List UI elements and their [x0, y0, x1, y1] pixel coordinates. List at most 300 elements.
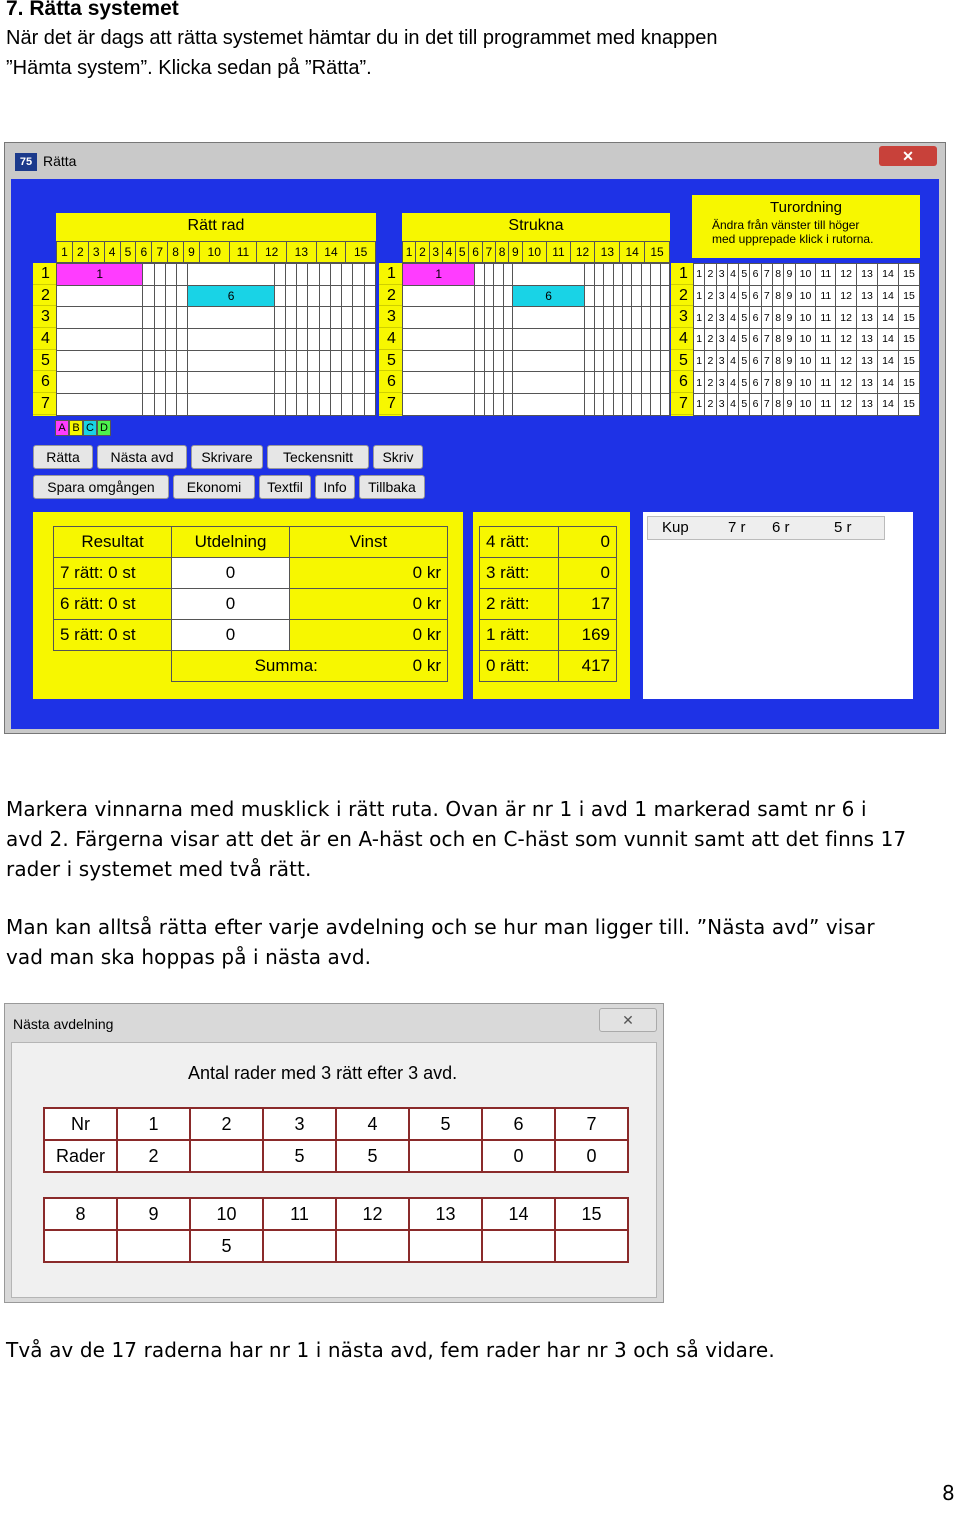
grid-cell[interactable] [143, 329, 154, 351]
grid-cell[interactable] [297, 394, 308, 416]
grid-cell[interactable] [177, 285, 188, 307]
grid-cell[interactable] [297, 285, 308, 307]
grid-cell[interactable] [475, 264, 484, 286]
grid-cell[interactable] [154, 350, 165, 372]
grid-cell[interactable] [651, 350, 660, 372]
grid-cell[interactable]: 9 [784, 350, 795, 372]
grid-cell[interactable]: 2 [705, 372, 716, 394]
grid-cell[interactable] [594, 394, 603, 416]
grid-cell[interactable] [165, 285, 176, 307]
grid-cell[interactable]: 4 [727, 350, 738, 372]
grid-cell[interactable] [475, 350, 484, 372]
grid-cell[interactable] [353, 264, 364, 286]
grid-cell[interactable] [297, 329, 308, 351]
grid-cell[interactable] [475, 285, 484, 307]
grid-cell[interactable] [319, 372, 330, 394]
grid-cell[interactable]: 12 [836, 350, 857, 372]
button-ekonomi[interactable]: Ekonomi [173, 475, 255, 499]
grid-cell[interactable] [604, 350, 613, 372]
grid-cell[interactable]: 6 [750, 350, 761, 372]
grid-cell[interactable]: 13 [857, 264, 878, 286]
grid-cell[interactable] [154, 329, 165, 351]
grid-cell[interactable] [330, 264, 341, 286]
grid-cell[interactable]: 9 [784, 394, 795, 416]
grid-cell[interactable] [165, 350, 176, 372]
grid-cell[interactable]: 15 [898, 394, 919, 416]
grid-cell[interactable] [651, 307, 660, 329]
grid-cell[interactable] [632, 329, 641, 351]
grid-cell[interactable] [494, 394, 503, 416]
grid-cell[interactable] [353, 329, 364, 351]
grid-cell[interactable] [353, 350, 364, 372]
grid-cell[interactable] [364, 285, 375, 307]
grid-cell[interactable]: 15 [898, 264, 919, 286]
grid-cell[interactable]: 3 [716, 285, 727, 307]
grid-cell[interactable] [641, 307, 650, 329]
grid-cell[interactable] [641, 264, 650, 286]
grid-cell[interactable] [403, 285, 475, 307]
grid-cell[interactable]: 12 [836, 394, 857, 416]
button-skriv[interactable]: Skriv [373, 445, 423, 469]
grid-cell[interactable]: 13 [857, 307, 878, 329]
grid-cell[interactable]: 14 [877, 285, 898, 307]
grid-cell[interactable] [660, 350, 669, 372]
grid-cell[interactable] [651, 372, 660, 394]
grid-cell[interactable] [154, 264, 165, 286]
grid-cell[interactable]: 3 [716, 307, 727, 329]
grid-cell[interactable] [613, 372, 622, 394]
grid-cell[interactable] [342, 350, 353, 372]
grid-cell[interactable] [585, 264, 594, 286]
grid-cell[interactable]: 4 [727, 285, 738, 307]
grid-cell[interactable]: 1 [694, 350, 705, 372]
grid-cell[interactable]: 14 [877, 372, 898, 394]
grid-cell[interactable]: 6 [750, 264, 761, 286]
grid-cell[interactable] [143, 307, 154, 329]
grid-cell[interactable]: 12 [836, 264, 857, 286]
grid-cell[interactable]: 4 [727, 329, 738, 351]
grid-cell[interactable] [651, 285, 660, 307]
grid-cell[interactable] [143, 264, 154, 286]
grid-cell[interactable]: 2 [705, 264, 716, 286]
grid-cell[interactable] [353, 285, 364, 307]
grid-cell[interactable] [177, 372, 188, 394]
grid-cell[interactable] [177, 350, 188, 372]
grid-cell[interactable]: 8 [772, 264, 783, 286]
grid-cell[interactable] [330, 372, 341, 394]
grid-cell[interactable]: 15 [898, 307, 919, 329]
grid-cell[interactable] [622, 329, 631, 351]
grid-cell[interactable] [594, 372, 603, 394]
grid-cell[interactable] [353, 394, 364, 416]
grid-cell[interactable] [57, 307, 143, 329]
grid-cell[interactable]: 13 [857, 394, 878, 416]
grid-cell[interactable] [403, 329, 475, 351]
grid-cell[interactable]: 6 [750, 394, 761, 416]
grid-cell[interactable]: 8 [772, 329, 783, 351]
grid-cell[interactable] [585, 394, 594, 416]
grid-cell[interactable]: 1 [694, 329, 705, 351]
grid-cell[interactable] [484, 285, 493, 307]
grid-cell[interactable] [353, 372, 364, 394]
grid-cell[interactable]: 13 [857, 285, 878, 307]
grid-cell[interactable]: 11 [816, 264, 836, 286]
grid-cell[interactable] [494, 350, 503, 372]
grid-cell[interactable] [154, 372, 165, 394]
grid-cell[interactable] [594, 329, 603, 351]
grid-cell[interactable] [274, 350, 285, 372]
marked-cell[interactable] [512, 285, 584, 307]
grid-cell[interactable] [484, 307, 493, 329]
grid-cell[interactable]: 1 [694, 264, 705, 286]
grid-cell[interactable]: 5 [739, 307, 750, 329]
grid-cell[interactable] [604, 264, 613, 286]
grid-cell[interactable]: 4 [727, 307, 738, 329]
grid-cell[interactable] [503, 285, 512, 307]
grid-cell[interactable] [651, 394, 660, 416]
grid-cell[interactable] [143, 372, 154, 394]
grid-cell[interactable]: 1 [694, 394, 705, 416]
grid-cell[interactable]: 9 [784, 307, 795, 329]
grid-cell[interactable] [286, 372, 297, 394]
grid-cell[interactable]: 2 [705, 285, 716, 307]
grid-cell[interactable] [651, 264, 660, 286]
grid-cell[interactable]: 3 [716, 350, 727, 372]
grid-cell[interactable] [503, 329, 512, 351]
grid-cell[interactable] [364, 394, 375, 416]
grid-cell[interactable] [165, 394, 176, 416]
grid-cell[interactable]: 9 [784, 372, 795, 394]
grid-cell[interactable] [286, 285, 297, 307]
grid-cell[interactable] [622, 285, 631, 307]
grid-cell[interactable] [660, 329, 669, 351]
grid-cell[interactable] [177, 329, 188, 351]
grid-cell[interactable]: 10 [795, 350, 816, 372]
grid-cell[interactable] [475, 307, 484, 329]
nasta-close-button[interactable] [599, 1008, 657, 1032]
grid-cell[interactable]: 12 [836, 307, 857, 329]
grid-cell[interactable]: 8 [772, 350, 783, 372]
grid-cell[interactable]: 1 [694, 307, 705, 329]
grid-cell[interactable]: 3 [716, 394, 727, 416]
grid-cell[interactable]: 5 [739, 372, 750, 394]
grid-cell[interactable]: 15 [898, 285, 919, 307]
grid-cell[interactable] [660, 394, 669, 416]
grid-cell[interactable] [503, 372, 512, 394]
button-nästa-avd[interactable]: Nästa avd [97, 445, 187, 469]
grid-cell[interactable] [297, 264, 308, 286]
grid-cell[interactable]: 8 [772, 372, 783, 394]
grid-cell[interactable] [594, 350, 603, 372]
grid-cell[interactable] [308, 285, 319, 307]
grid-cell[interactable]: 14 [877, 394, 898, 416]
grid-cell[interactable] [403, 350, 475, 372]
grid-cell[interactable] [57, 285, 143, 307]
grid-cell[interactable] [342, 307, 353, 329]
button-teckensnitt[interactable]: Teckensnitt [267, 445, 369, 469]
grid-cell[interactable] [330, 394, 341, 416]
grid-cell[interactable] [585, 350, 594, 372]
grid-cell[interactable] [274, 329, 285, 351]
grid-cell[interactable] [57, 372, 143, 394]
marked-cell[interactable] [188, 285, 274, 307]
grid-cell[interactable] [632, 372, 641, 394]
grid-cell[interactable] [353, 307, 364, 329]
grid-cell[interactable] [585, 307, 594, 329]
strukna-grid[interactable] [402, 263, 670, 416]
grid-cell[interactable] [308, 264, 319, 286]
grid-cell[interactable] [330, 329, 341, 351]
button-skrivare[interactable]: Skrivare [191, 445, 263, 469]
grid-cell[interactable] [641, 372, 650, 394]
grid-cell[interactable] [177, 264, 188, 286]
grid-cell[interactable] [143, 394, 154, 416]
button-textfil[interactable]: Textfil [259, 475, 311, 499]
grid-cell[interactable] [585, 372, 594, 394]
grid-cell[interactable]: 13 [857, 329, 878, 351]
grid-cell[interactable] [308, 372, 319, 394]
grid-cell[interactable] [494, 372, 503, 394]
grid-cell[interactable] [622, 350, 631, 372]
grid-cell[interactable] [632, 394, 641, 416]
grid-cell[interactable]: 4 [727, 264, 738, 286]
grid-cell[interactable]: 7 [761, 285, 772, 307]
grid-cell[interactable]: 2 [705, 307, 716, 329]
grid-cell[interactable]: 5 [739, 285, 750, 307]
grid-cell[interactable]: 4 [727, 372, 738, 394]
grid-cell[interactable] [165, 264, 176, 286]
grid-cell[interactable] [484, 350, 493, 372]
grid-cell[interactable]: 12 [836, 329, 857, 351]
grid-cell[interactable]: 14 [877, 307, 898, 329]
grid-cell[interactable]: 10 [795, 394, 816, 416]
grid-cell[interactable] [188, 307, 274, 329]
grid-cell[interactable] [319, 350, 330, 372]
grid-cell[interactable] [57, 329, 143, 351]
grid-cell[interactable] [319, 307, 330, 329]
grid-cell[interactable]: 13 [857, 350, 878, 372]
button-spara-omgången[interactable]: Spara omgången [33, 475, 169, 499]
grid-cell[interactable]: 1 [694, 285, 705, 307]
grid-cell[interactable]: 10 [795, 329, 816, 351]
grid-cell[interactable] [641, 394, 650, 416]
grid-cell[interactable]: 7 [761, 394, 772, 416]
grid-cell[interactable] [512, 372, 584, 394]
grid-cell[interactable]: 6 [750, 307, 761, 329]
grid-cell[interactable]: 13 [857, 372, 878, 394]
grid-cell[interactable]: 7 [761, 307, 772, 329]
grid-cell[interactable] [274, 394, 285, 416]
grid-cell[interactable]: 10 [795, 372, 816, 394]
grid-cell[interactable] [494, 329, 503, 351]
grid-cell[interactable] [613, 394, 622, 416]
grid-cell[interactable]: 2 [705, 350, 716, 372]
grid-cell[interactable] [165, 329, 176, 351]
grid-cell[interactable] [613, 329, 622, 351]
grid-cell[interactable] [188, 372, 274, 394]
grid-cell[interactable] [297, 350, 308, 372]
grid-cell[interactable] [297, 372, 308, 394]
grid-cell[interactable]: 11 [816, 372, 836, 394]
grid-cell[interactable] [594, 307, 603, 329]
grid-cell[interactable]: 8 [772, 285, 783, 307]
grid-cell[interactable]: 7 [761, 264, 772, 286]
grid-cell[interactable] [503, 264, 512, 286]
grid-cell[interactable] [188, 350, 274, 372]
grid-cell[interactable] [286, 394, 297, 416]
grid-cell[interactable] [604, 285, 613, 307]
grid-cell[interactable] [188, 264, 274, 286]
grid-cell[interactable] [484, 372, 493, 394]
grid-cell[interactable] [604, 329, 613, 351]
button-info[interactable]: Info [315, 475, 355, 499]
grid-cell[interactable] [585, 329, 594, 351]
grid-cell[interactable]: 5 [739, 394, 750, 416]
grid-cell[interactable]: 5 [739, 264, 750, 286]
grid-cell[interactable]: 9 [784, 285, 795, 307]
grid-cell[interactable] [632, 264, 641, 286]
grid-cell[interactable]: 15 [898, 372, 919, 394]
grid-cell[interactable] [494, 264, 503, 286]
grid-cell[interactable] [512, 350, 584, 372]
grid-cell[interactable] [57, 350, 143, 372]
grid-cell[interactable]: 11 [816, 285, 836, 307]
grid-cell[interactable] [342, 329, 353, 351]
grid-cell[interactable]: 6 [750, 329, 761, 351]
grid-cell[interactable]: 2 [705, 394, 716, 416]
grid-cell[interactable]: 4 [727, 394, 738, 416]
grid-cell[interactable]: 7 [761, 372, 772, 394]
grid-cell[interactable] [297, 307, 308, 329]
marked-cell[interactable] [403, 264, 475, 286]
grid-cell[interactable]: 9 [784, 264, 795, 286]
ratt-rad-grid[interactable] [56, 263, 376, 416]
grid-cell[interactable] [364, 264, 375, 286]
grid-cell[interactable] [319, 329, 330, 351]
grid-cell[interactable] [622, 394, 631, 416]
grid-cell[interactable]: 14 [877, 350, 898, 372]
grid-cell[interactable] [503, 350, 512, 372]
grid-cell[interactable] [622, 372, 631, 394]
grid-cell[interactable] [364, 307, 375, 329]
grid-cell[interactable] [143, 285, 154, 307]
grid-cell[interactable] [475, 372, 484, 394]
grid-cell[interactable] [286, 329, 297, 351]
grid-cell[interactable] [641, 329, 650, 351]
grid-cell[interactable] [274, 285, 285, 307]
grid-cell[interactable] [286, 350, 297, 372]
close-button[interactable] [879, 146, 937, 166]
grid-cell[interactable]: 1 [694, 372, 705, 394]
grid-cell[interactable] [154, 394, 165, 416]
grid-cell[interactable] [286, 307, 297, 329]
grid-cell[interactable] [475, 329, 484, 351]
grid-cell[interactable] [660, 264, 669, 286]
grid-cell[interactable] [274, 264, 285, 286]
grid-cell[interactable] [622, 264, 631, 286]
grid-cell[interactable] [177, 307, 188, 329]
grid-cell[interactable]: 2 [705, 329, 716, 351]
grid-cell[interactable]: 8 [772, 307, 783, 329]
grid-cell[interactable]: 10 [795, 264, 816, 286]
grid-cell[interactable]: 5 [739, 329, 750, 351]
grid-cell[interactable]: 9 [784, 329, 795, 351]
grid-cell[interactable] [604, 372, 613, 394]
grid-cell[interactable] [512, 329, 584, 351]
grid-cell[interactable]: 3 [716, 329, 727, 351]
grid-cell[interactable] [154, 307, 165, 329]
grid-cell[interactable] [632, 350, 641, 372]
grid-cell[interactable] [165, 307, 176, 329]
grid-cell[interactable] [342, 372, 353, 394]
grid-cell[interactable]: 14 [877, 329, 898, 351]
grid-cell[interactable] [319, 264, 330, 286]
grid-cell[interactable]: 11 [816, 307, 836, 329]
grid-cell[interactable]: 12 [836, 372, 857, 394]
grid-cell[interactable] [319, 285, 330, 307]
turordning-grid[interactable] [693, 263, 920, 416]
grid-cell[interactable]: 10 [795, 285, 816, 307]
grid-cell[interactable]: 6 [750, 372, 761, 394]
grid-cell[interactable] [330, 285, 341, 307]
grid-cell[interactable] [594, 285, 603, 307]
grid-cell[interactable] [364, 372, 375, 394]
grid-cell[interactable] [613, 350, 622, 372]
grid-cell[interactable] [57, 394, 143, 416]
marked-cell[interactable] [57, 264, 143, 286]
grid-cell[interactable]: 10 [795, 307, 816, 329]
grid-cell[interactable] [632, 285, 641, 307]
grid-cell[interactable]: 15 [898, 350, 919, 372]
grid-cell[interactable] [613, 285, 622, 307]
grid-cell[interactable] [594, 264, 603, 286]
grid-cell[interactable] [494, 307, 503, 329]
grid-cell[interactable] [342, 285, 353, 307]
grid-cell[interactable]: 5 [739, 350, 750, 372]
grid-cell[interactable] [154, 285, 165, 307]
grid-cell[interactable] [613, 264, 622, 286]
grid-cell[interactable] [484, 264, 493, 286]
grid-cell[interactable] [585, 285, 594, 307]
grid-cell[interactable] [494, 285, 503, 307]
grid-cell[interactable]: 11 [816, 329, 836, 351]
grid-cell[interactable] [503, 307, 512, 329]
grid-cell[interactable]: 11 [816, 394, 836, 416]
grid-cell[interactable]: 11 [816, 350, 836, 372]
grid-cell[interactable] [165, 372, 176, 394]
grid-cell[interactable] [475, 394, 484, 416]
grid-cell[interactable] [342, 264, 353, 286]
grid-cell[interactable] [188, 329, 274, 351]
button-tillbaka[interactable]: Tillbaka [359, 475, 425, 499]
grid-cell[interactable] [641, 285, 650, 307]
grid-cell[interactable] [613, 307, 622, 329]
grid-cell[interactable]: 14 [877, 264, 898, 286]
grid-cell[interactable] [319, 394, 330, 416]
grid-cell[interactable]: 15 [898, 329, 919, 351]
grid-cell[interactable] [330, 307, 341, 329]
grid-cell[interactable] [403, 307, 475, 329]
grid-cell[interactable] [308, 329, 319, 351]
grid-cell[interactable]: 12 [836, 285, 857, 307]
grid-cell[interactable] [143, 350, 154, 372]
grid-cell[interactable] [364, 329, 375, 351]
grid-cell[interactable] [503, 394, 512, 416]
grid-cell[interactable]: 7 [761, 329, 772, 351]
grid-cell[interactable] [364, 350, 375, 372]
grid-cell[interactable]: 6 [750, 285, 761, 307]
grid-cell[interactable] [660, 285, 669, 307]
